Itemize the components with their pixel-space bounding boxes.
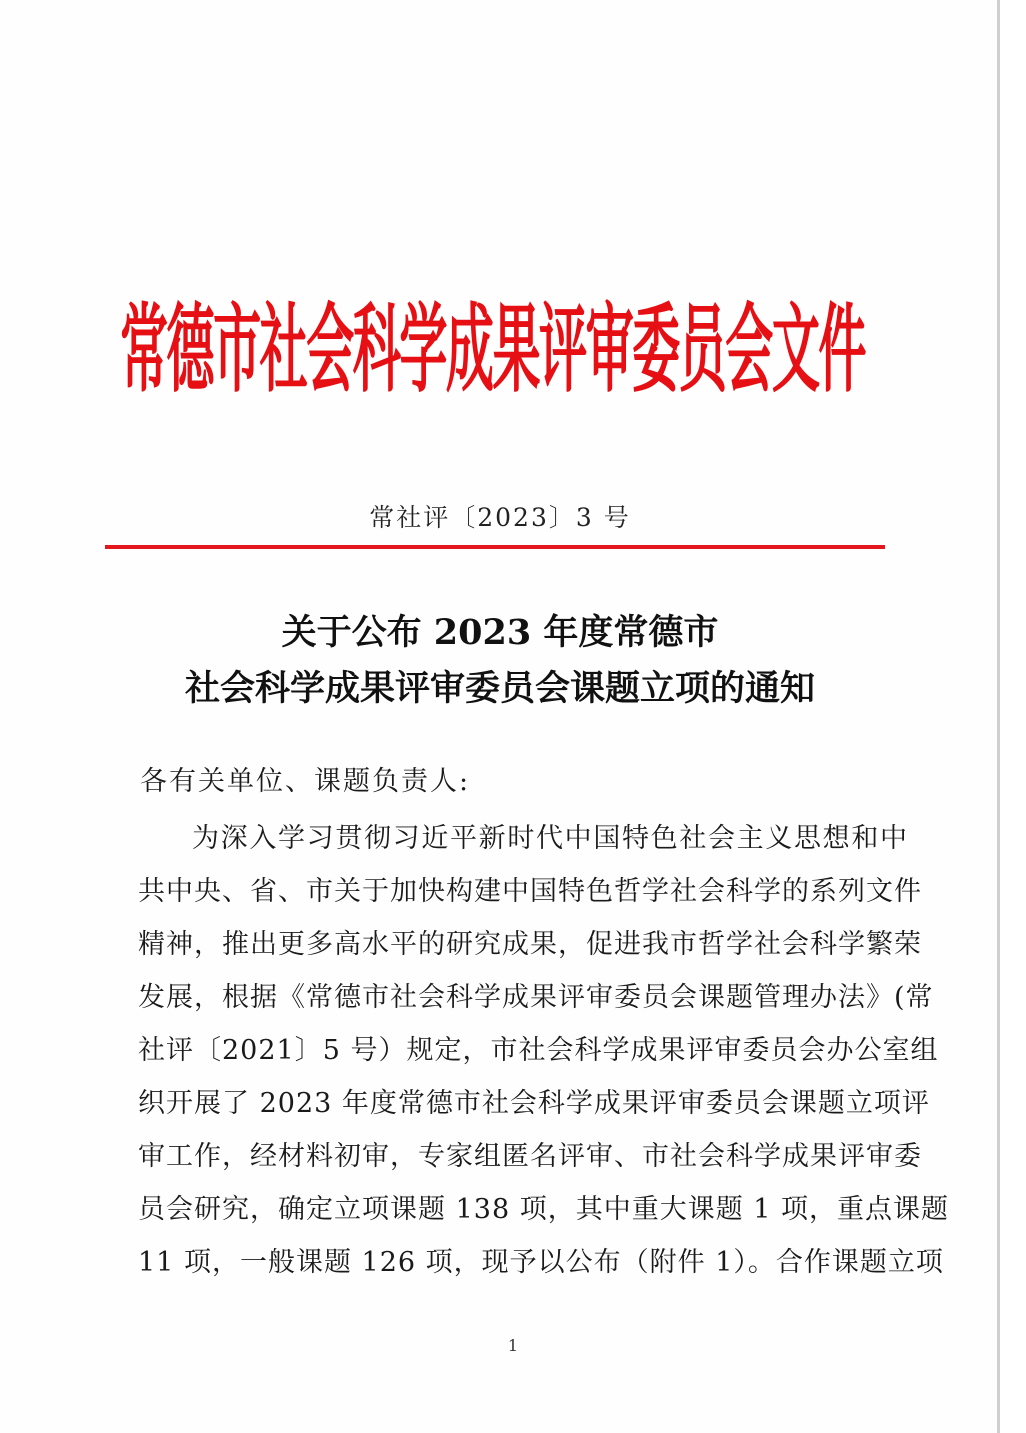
body-line: 社评〔2021〕5 号）规定，市社会科学成果评审委员会办公室组: [138, 1035, 939, 1066]
body-line: 共中央、省、市关于加快构建中国特色哲学社会科学的系列文件: [138, 876, 922, 907]
body-line: 11 项，一般课题 126 项，现予以公布（附件 1）。合作课题立项: [138, 1247, 944, 1278]
notice-title-line-2: 社会科学成果评审委员会课题立项的通知: [184, 668, 815, 709]
body-line: 为深入学习贯彻习近平新时代中国特色社会主义思想和中: [192, 823, 908, 854]
body-line: 员会研究，确定立项课题 138 项，其中重大课题 1 项，重点课题: [138, 1194, 950, 1225]
document-number: 常社评〔2023〕3 号: [369, 503, 631, 532]
red-separator-line: [105, 545, 885, 549]
notice-title-line-1: 关于公布 2023 年度常德市: [281, 612, 719, 653]
page-number: 1: [507, 1336, 519, 1355]
body-line: 精神，推出更多高水平的研究成果，促进我市哲学社会科学繁荣: [138, 929, 922, 960]
body-line: 织开展了 2023 年度常德市社会科学成果评审委员会课题立项评: [138, 1088, 930, 1119]
salutation: 各有关单位、课题负责人:: [140, 766, 471, 797]
body-line: 审工作，经材料初审，专家组匿名评审、市社会科学成果评审委: [138, 1141, 922, 1172]
masthead-title: 常德市社会科学成果评审委员会文件: [120, 292, 865, 406]
notice-title: [0, 605, 1000, 717]
body-text: [138, 812, 950, 1289]
body-line: 发展，根据《常德市社会科学成果评审委员会课题管理办法》(常: [138, 982, 934, 1013]
